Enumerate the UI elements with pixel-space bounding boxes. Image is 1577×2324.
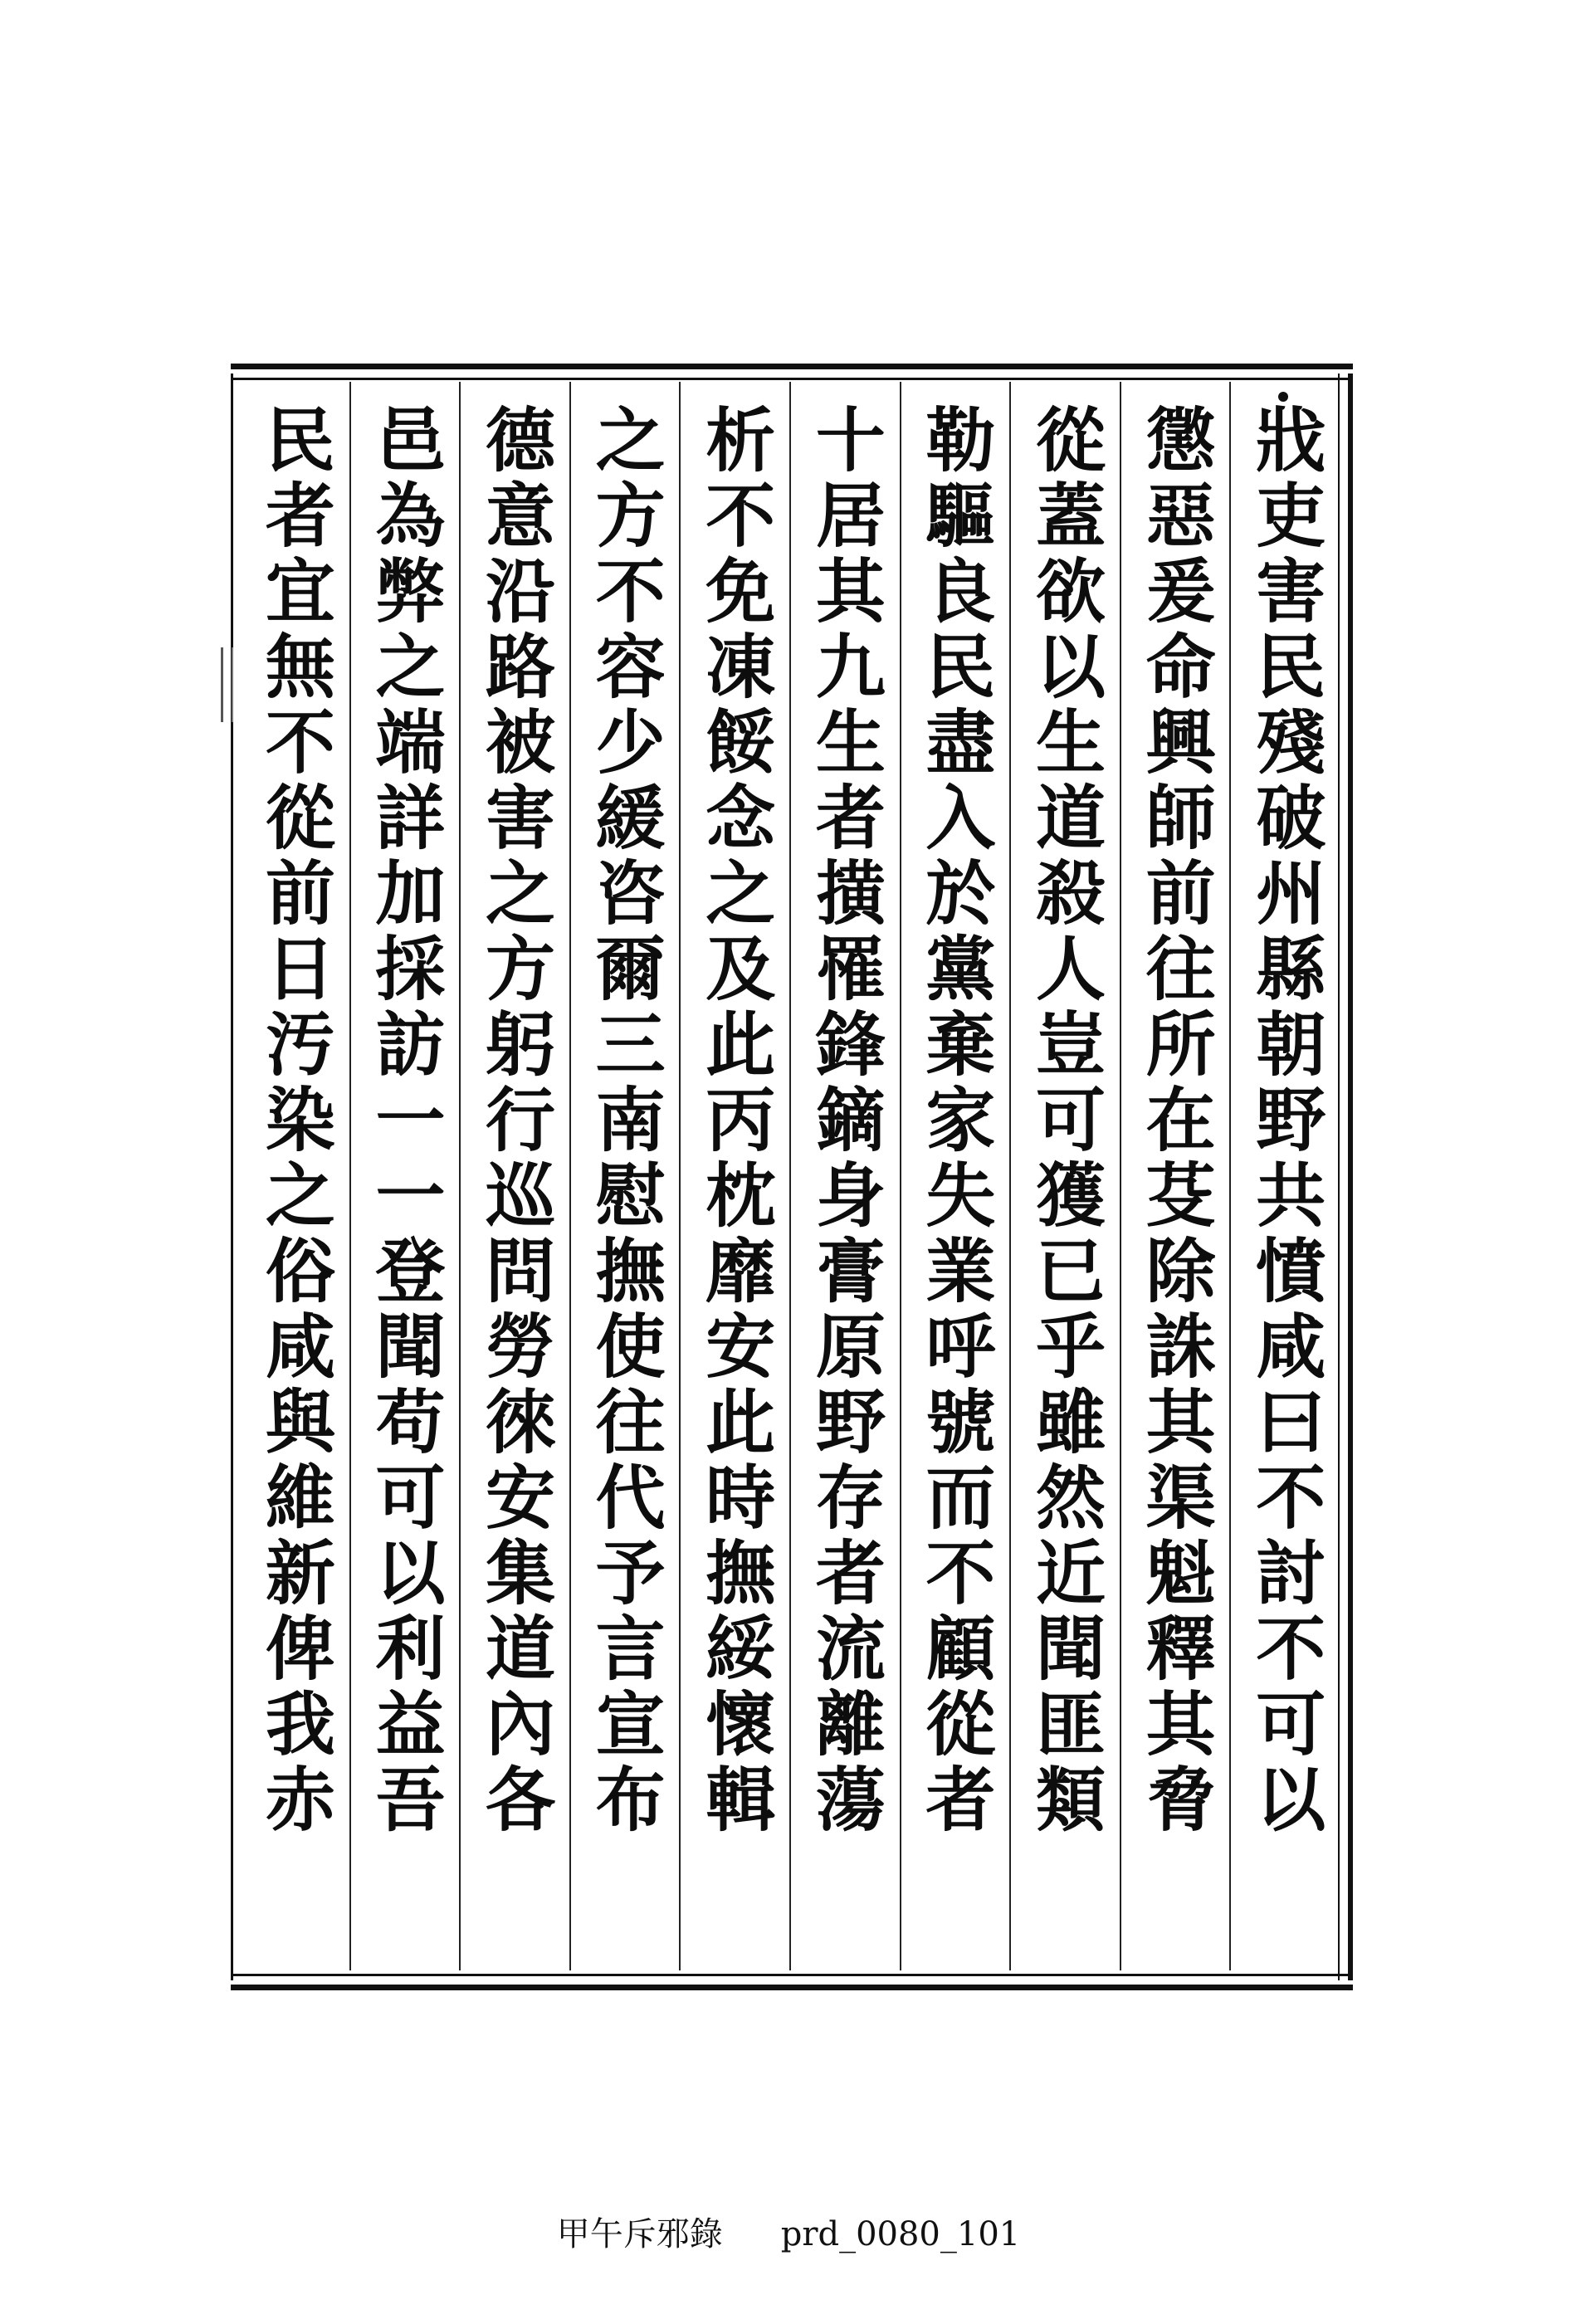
page-caption bbox=[0, 2208, 1577, 2255]
text-column-3 bbox=[1009, 382, 1120, 1970]
text-column-10 bbox=[241, 382, 349, 1970]
frame-top-rule bbox=[231, 364, 1353, 380]
frame-bottom-rule bbox=[231, 1974, 1353, 1990]
text-column-8 bbox=[459, 382, 569, 1970]
column-text: 從蓋欲以生道殺人豈可獲已乎雖然近聞匪類 bbox=[1024, 403, 1107, 1838]
column-text: 民者宜無不從前日汚染之俗咸與維新俾我赤 bbox=[254, 403, 337, 1838]
text-column-9 bbox=[349, 382, 460, 1970]
caption-title: 甲午斥邪錄 bbox=[556, 2215, 723, 2253]
text-column-1 bbox=[1229, 382, 1340, 1970]
column-text: 之方不容少緩咨爾三南慰撫使往代予言宣布 bbox=[584, 403, 667, 1838]
text-column-6 bbox=[679, 382, 789, 1970]
column-text: 懲惡爰命興師前往所在芟除誅其渠魁釋其脅 bbox=[1135, 403, 1218, 1838]
column-text: 析不免凍餒念之及此丙枕靡安此時撫綏懷輯 bbox=[694, 403, 777, 1838]
margin-fold-mark bbox=[221, 647, 233, 722]
text-column-5 bbox=[789, 382, 900, 1970]
text-column-7 bbox=[569, 382, 680, 1970]
text-column-2 bbox=[1120, 382, 1230, 1970]
page-frame bbox=[231, 364, 1353, 1990]
text-column-4 bbox=[900, 382, 1010, 1970]
column-text: 十居其九生者撗罹鋒鏑身膏原野存者流離蕩 bbox=[804, 403, 887, 1838]
text-columns bbox=[241, 382, 1340, 1970]
caption-id: prd_0080_101 bbox=[780, 2215, 1021, 2253]
column-text: 邑為弊之端詳加採訪一一登聞苟可以利益吾 bbox=[364, 403, 447, 1838]
frame-right-rule bbox=[1338, 374, 1353, 1980]
punctuation-dot bbox=[1278, 392, 1288, 402]
column-text: 戕吏害民殘破州縣朝野共憤咸曰不討不可以 bbox=[1244, 403, 1327, 1838]
column-text: 德意沿路被害之方躬行巡問勞徠安集道內各 bbox=[474, 403, 557, 1838]
column-text: 勒驅良民盡入於黨棄家失業呼號而不顧從者 bbox=[914, 403, 997, 1838]
